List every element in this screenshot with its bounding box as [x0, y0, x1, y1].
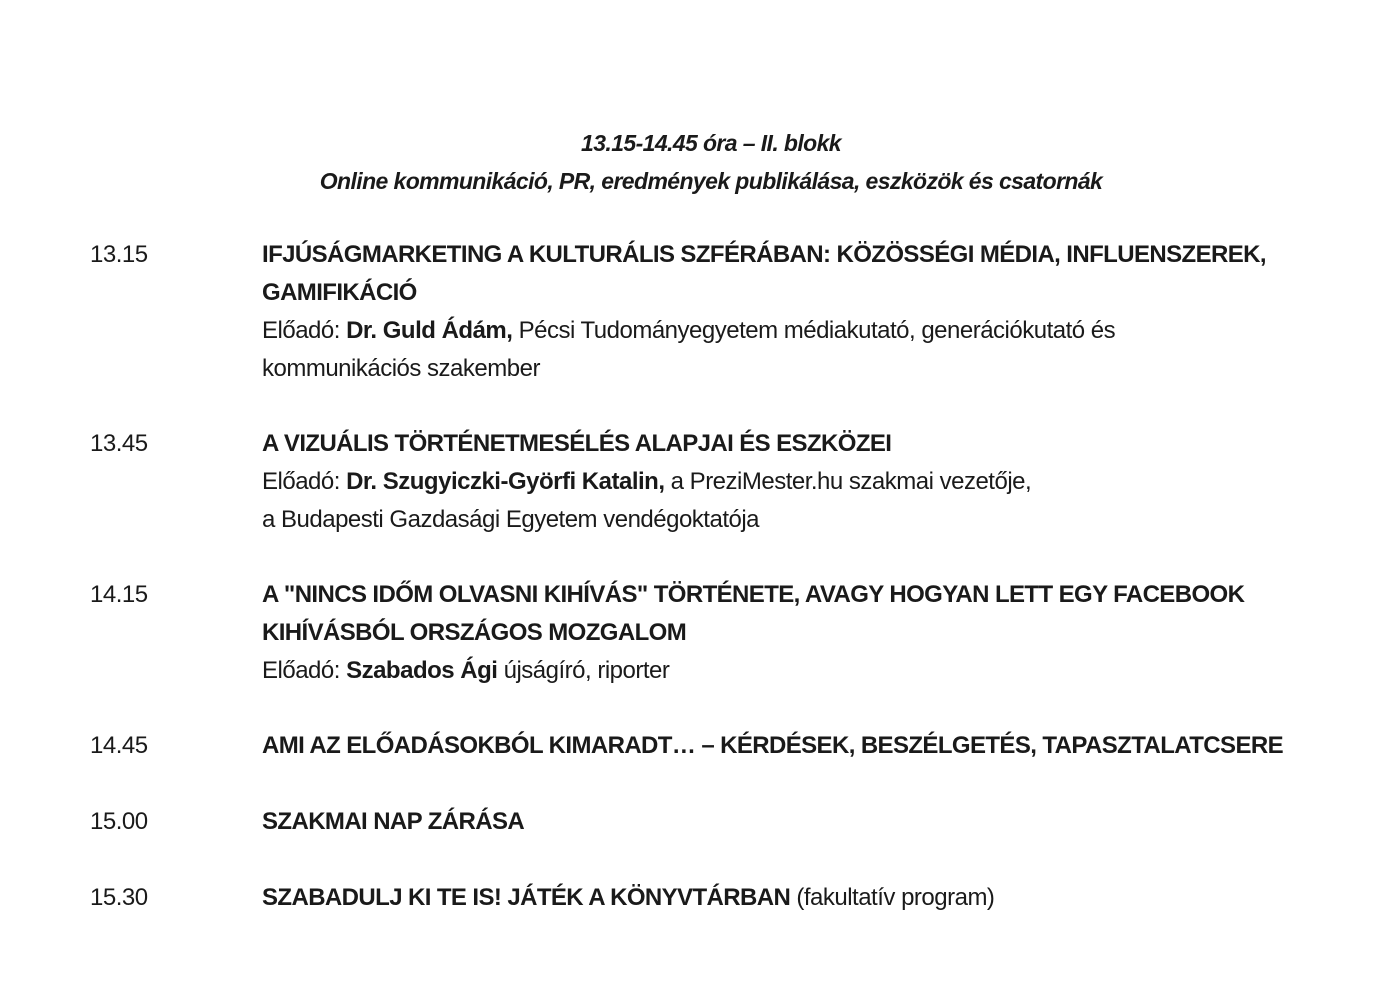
block-header: [0, 124, 1399, 200]
item-time: 13.15: [90, 241, 148, 268]
speaker-name: Dr. Szugyiczki-Györfi Katalin,: [346, 468, 665, 495]
item-title: SZAKMAI NAP ZÁRÁSA: [262, 808, 525, 835]
item-content: [262, 879, 1362, 917]
speaker-label: Előadó:: [262, 317, 347, 344]
speaker-description: a PreziMester.hu szakmai vezetője,: [664, 468, 1032, 495]
speaker-description: Pécsi Tudományegyetem médiakutató, generációkutató és: [512, 317, 1116, 344]
block-subtitle: Online kommunikáció, PR, eredmények publikálása, eszközök és csatornák: [319, 168, 1103, 194]
speaker-name: Szabados Ági: [346, 657, 498, 684]
item-title: SZABADULJ KI TE IS! JÁTÉK A KÖNYVTÁRBAN: [262, 884, 791, 911]
speaker-description: újságíró, riporter: [497, 657, 670, 684]
item-time: 14.15: [90, 581, 148, 608]
speaker-name: Dr. Guld Ádám,: [346, 317, 513, 344]
item-time: 15.00: [90, 808, 148, 835]
item-title-line: [262, 879, 1362, 917]
speaker-line: [262, 463, 1362, 501]
item-title: GAMIFIKÁCIÓ: [262, 279, 417, 306]
speaker-label: Előadó:: [262, 468, 347, 495]
item-time: 13.45: [90, 430, 148, 457]
item-content: [262, 803, 1362, 841]
item-content: [262, 576, 1362, 690]
speaker-description-cont: kommunikációs szakember: [262, 355, 540, 382]
block-time-title: 13.15-14.45 óra – II. blokk: [581, 130, 841, 156]
item-time: 15.30: [90, 884, 148, 911]
speaker-label: Előadó:: [262, 657, 347, 684]
item-note: (fakultatív program): [790, 884, 995, 911]
item-time: 14.45: [90, 732, 148, 759]
item-title: A "NINCS IDŐM OLVASNI KIHÍVÁS" TÖRTÉNETE, AVAGY HOGYAN LETT EGY FACEBOOK: [262, 581, 1245, 608]
item-title: A VIZUÁLIS TÖRTÉNETMESÉLÉS ALAPJAI ÉS ESZKÖZEI: [262, 430, 892, 457]
item-title: IFJÚSÁGMARKETING A KULTURÁLIS SZFÉRÁBAN: KÖZÖSSÉGI MÉDIA, INFLUENSZEREK,: [262, 241, 1266, 268]
speaker-line: [262, 652, 1362, 690]
item-title: AMI AZ ELŐADÁSOKBÓL KIMARADT… – KÉRDÉSEK, BESZÉLGETÉS, TAPASZTALATCSERE: [262, 732, 1283, 759]
speaker-line: [262, 312, 1362, 350]
item-content: [262, 425, 1362, 539]
item-content: [262, 236, 1362, 388]
item-title: KIHÍVÁSBÓL ORSZÁGOS MOZGALOM: [262, 619, 687, 646]
speaker-description-cont: a Budapesti Gazdasági Egyetem vendégoktatója: [262, 506, 760, 533]
item-content: [262, 727, 1362, 765]
